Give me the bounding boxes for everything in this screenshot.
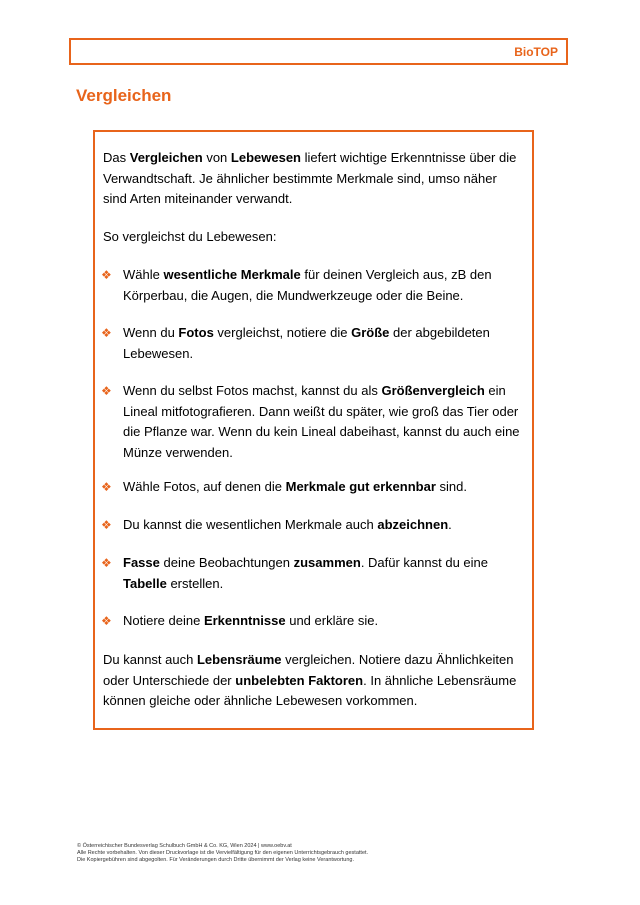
intro-text: liefert wichtige Erkenntnisse über die Verwandtschaft. Je ähnlicher bestimmte Merkmale sind, umso näher sind Arten miteinander verwandt. xyxy=(103,150,517,206)
list-item-text: Wähle Fotos, auf denen die Merkmale gut erkennbar sind. xyxy=(123,479,467,494)
diamond-bullet-icon: ❖ xyxy=(101,614,112,628)
list-item xyxy=(101,611,525,632)
list-item-text: Wenn du Fotos vergleichst, notiere die Größe der abgebildeten Lebewesen. xyxy=(123,325,490,361)
diamond-bullet-icon: ❖ xyxy=(101,268,112,282)
list-item-text: Notiere deine Erkenntnisse und erkläre sie. xyxy=(123,613,379,628)
footer-fees: Die Kopiergebühren sind abgegolten. Für Veränderungen durch Dritte übernimmt der Verlag keine Verantwortung. xyxy=(77,857,355,863)
intro-text: von xyxy=(202,150,231,165)
content-box xyxy=(93,130,534,730)
diamond-bullet-icon: ❖ xyxy=(101,518,112,532)
list-item xyxy=(101,515,525,536)
list-item-text: Fasse deine Beobachtungen zusammen. Dafür kannst du eine Tabelle erstellen. xyxy=(123,555,489,591)
list-item-text: Wenn du selbst Fotos machst, kannst du als Größenvergleich ein Lineal mitfotografieren. Dann weißt du später, wie groß das Tier oder die Pflanze war. Wenn du kein Lineal dabeihast, kannst du auch eine Münze verwenden. xyxy=(123,383,520,460)
diamond-bullet-icon: ❖ xyxy=(101,480,112,494)
diamond-bullet-icon: ❖ xyxy=(101,326,112,340)
list-item xyxy=(101,381,525,463)
outro-paragraph xyxy=(103,650,523,712)
intro-bold: Lebewesen xyxy=(230,150,301,165)
page-title: Vergleichen xyxy=(76,86,172,105)
footer-rights: Alle Rechte vorbehalten. Von dieser Druckvorlage ist die Vervielfältigung für den eigenen Unterrichtsgebrauch gestattet. xyxy=(77,850,369,856)
list-item xyxy=(101,553,525,594)
outro-text: . In ähnliche Lebensräume können gleiche oder ähnliche Lebewesen vorkommen. xyxy=(103,672,517,708)
intro-bold: Vergleichen xyxy=(129,150,203,165)
list-item xyxy=(101,265,525,306)
footer xyxy=(77,843,368,864)
list-item xyxy=(101,477,525,498)
outro-text: vergleichen. Notiere dazu Ähnlichkeiten oder Unterschiede der xyxy=(103,652,514,688)
brand-label: BioTOP xyxy=(514,45,558,59)
outro-bold: unbelebten Faktoren xyxy=(235,672,364,688)
intro-text: Das xyxy=(103,150,130,165)
list-item xyxy=(101,323,525,364)
lead-text: So vergleichst du Lebewesen: xyxy=(103,229,277,244)
outro-bold: Lebensräume xyxy=(196,652,282,667)
list-item-text: Du kannst die wesentlichen Merkmale auch abzeichnen. xyxy=(123,517,452,532)
diamond-bullet-icon: ❖ xyxy=(101,556,112,570)
diamond-bullet-icon: ❖ xyxy=(101,384,112,398)
list-item-text: Wähle wesentliche Merkmale für deinen Vergleich aus, zB den Körperbau, die Augen, die Mundwerkzeuge oder die Beine. xyxy=(123,267,492,303)
outro-text: Du kannst auch xyxy=(103,652,197,667)
footer-copyright: © Österreichischer Bundesverlag Schulbuch GmbH & Co. KG, Wien 2024 | www.oebv.at xyxy=(77,843,292,849)
header-bar xyxy=(69,38,568,65)
intro-paragraph xyxy=(103,148,523,210)
